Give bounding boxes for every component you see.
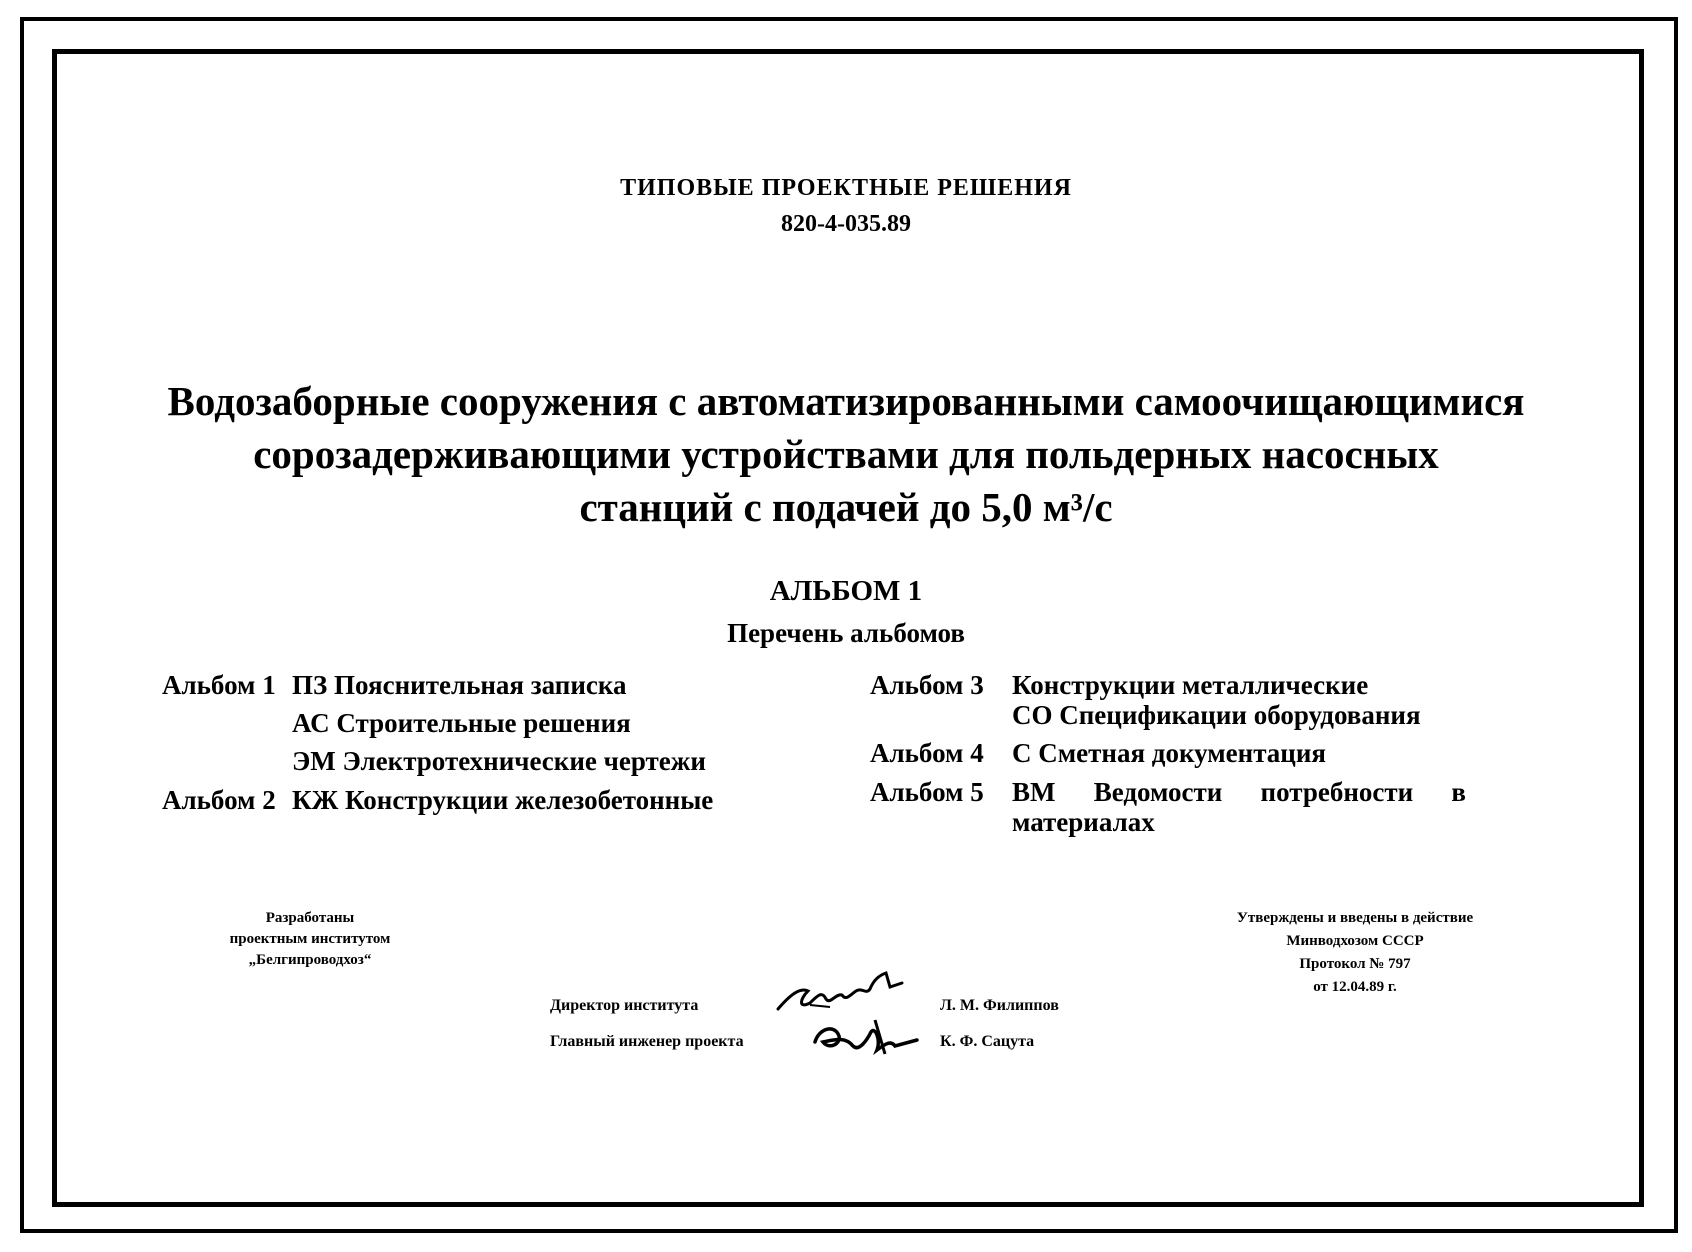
engineer-role: Главный инженер проекта bbox=[550, 1033, 744, 1050]
right-album-3-line-2: СО Спецификации оборудования bbox=[1012, 700, 1421, 730]
left-album-1-entry-3 bbox=[292, 746, 706, 777]
album-list-title: Перечень альбомов bbox=[727, 618, 965, 648]
entry-code: ЭМ bbox=[292, 746, 336, 776]
right-album-5-line-2: материалах bbox=[1012, 807, 1155, 837]
entry-code: КЖ bbox=[292, 785, 339, 815]
title-line-2: сорозадерживающими устройствами для польдерных насосных bbox=[253, 431, 1439, 477]
left-album-1-number: Альбом 1 bbox=[162, 670, 276, 700]
developer-block bbox=[190, 908, 430, 971]
title-line-1: Водозаборные сооружения с автоматизированными самоочищающимися bbox=[167, 378, 1525, 424]
entry-text: Строительные решения bbox=[336, 708, 631, 738]
right-album-4-line-1: С Сметная документация bbox=[1012, 738, 1327, 768]
right-album-5-line-1: ВМ Ведомости потребности в bbox=[1012, 777, 1466, 807]
approval-line-2: Минводхозом СССР bbox=[1286, 933, 1424, 949]
director-role: Директор института bbox=[550, 997, 699, 1014]
right-album-3-number: Альбом 3 bbox=[870, 670, 984, 700]
left-album-2-entry bbox=[292, 785, 713, 816]
entry-text: Конструкции железобетонные bbox=[345, 785, 714, 815]
developer-line-2: проектным институтом bbox=[229, 931, 391, 947]
entry-text: Электротехнические чертежи bbox=[342, 746, 706, 776]
left-album-1-entry-2 bbox=[292, 708, 631, 739]
entry-code: ПЗ bbox=[292, 670, 328, 700]
engineer-name: К. Ф. Сацута bbox=[940, 1033, 1035, 1050]
left-album-1-entry bbox=[292, 670, 627, 701]
approval-line-1: Утверждены и введены в действие bbox=[1236, 910, 1474, 926]
approval-line-4: от 12.04.89 г. bbox=[1313, 979, 1397, 995]
approval-block bbox=[1180, 907, 1530, 999]
entry-text: Пояснительная записка bbox=[334, 670, 627, 700]
document-title bbox=[100, 375, 1592, 534]
developer-line-3: „Белгипроводхоз“ bbox=[248, 952, 372, 968]
right-album-4-number: Альбом 4 bbox=[870, 738, 984, 768]
document-code: 820-4-035.89 bbox=[781, 211, 911, 237]
approval-line-3: Протокол № 797 bbox=[1299, 956, 1411, 972]
series-label: ТИПОВЫЕ ПРОЕКТНЫЕ РЕШЕНИЯ bbox=[620, 175, 1072, 201]
left-album-2-number: Альбом 2 bbox=[162, 785, 276, 815]
developer-line-1: Разработаны bbox=[265, 910, 355, 926]
right-album-5-number: Альбом 5 bbox=[870, 777, 984, 807]
entry-code: АС bbox=[292, 708, 330, 738]
engineer-signature-icon bbox=[805, 1010, 935, 1060]
right-album-3-line-1: Конструкции металлические bbox=[1012, 670, 1369, 700]
album-heading: АЛЬБОМ 1 bbox=[769, 575, 923, 607]
title-line-3: станций с подачей до 5,0 м³/с bbox=[579, 484, 1113, 530]
director-name: Л. М. Филиппов bbox=[940, 997, 1059, 1014]
